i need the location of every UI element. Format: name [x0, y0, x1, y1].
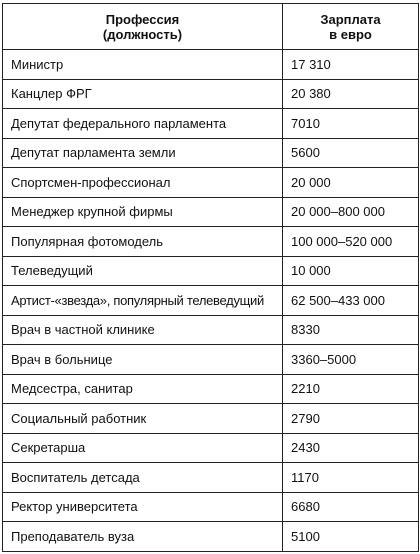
salary-cell: 20 000–800 000: [283, 197, 419, 227]
salary-cell: 62 500–433 000: [283, 286, 419, 316]
salary-cell: 10 000: [283, 256, 419, 286]
profession-cell: Менеджер крупной фирмы: [3, 197, 283, 227]
salary-cell: 2210: [283, 374, 419, 404]
salary-cell: 8330: [283, 315, 419, 345]
table-row: [3, 197, 419, 227]
table-row: [3, 138, 419, 168]
salary-cell: 2790: [283, 404, 419, 434]
table-row: [3, 433, 419, 463]
profession-cell: Врач в больнице: [3, 345, 283, 375]
profession-cell: Канцлер ФРГ: [3, 79, 283, 109]
table-row: [3, 492, 419, 522]
salary-cell: 5100: [283, 522, 419, 552]
table-row: [3, 227, 419, 257]
table-row: [3, 256, 419, 286]
header-salary-line1: Зарплата: [320, 11, 381, 27]
profession-cell: Секретарша: [3, 433, 283, 463]
header-profession-line2: (должность): [102, 26, 183, 42]
salary-cell: 5600: [283, 138, 419, 168]
header-salary-line2: в евро: [329, 26, 372, 42]
salary-cell: 7010: [283, 109, 419, 139]
table-row: [3, 463, 419, 493]
table-row: [3, 522, 419, 552]
table-row: [3, 109, 419, 139]
salary-cell: 3360–5000: [283, 345, 419, 375]
profession-cell: Преподаватель вуза: [3, 522, 283, 552]
salary-cell: 2430: [283, 433, 419, 463]
salary-cell: 6680: [283, 492, 419, 522]
salary-cell: 100 000–520 000: [283, 227, 419, 257]
salary-cell: 20 380: [283, 79, 419, 109]
profession-cell: Депутат парламента земли: [3, 138, 283, 168]
table-row: [3, 315, 419, 345]
table-row: [3, 79, 419, 109]
profession-cell: Ректор университета: [3, 492, 283, 522]
salary-cell: 17 310: [283, 50, 419, 80]
table-row: [3, 374, 419, 404]
table-row: [3, 50, 419, 80]
salary-table: [2, 3, 419, 552]
profession-cell: Спортсмен-профессионал: [3, 168, 283, 198]
profession-cell: Социальный работник: [3, 404, 283, 434]
profession-cell: Врач в частной клинике: [3, 315, 283, 345]
profession-cell: Воспитатель детсада: [3, 463, 283, 493]
header-salary: [283, 4, 419, 50]
profession-cell: Артист-«звезда», популярный телеведущий: [3, 286, 283, 316]
table-row: [3, 345, 419, 375]
salary-cell: 20 000: [283, 168, 419, 198]
profession-cell: Медсестра, санитар: [3, 374, 283, 404]
table-row: [3, 168, 419, 198]
header-profession-line1: Профессия: [105, 11, 180, 27]
table-row: [3, 286, 419, 316]
profession-cell: Популярная фотомодель: [3, 227, 283, 257]
profession-cell: Министр: [3, 50, 283, 80]
header-row: [3, 4, 419, 50]
profession-cell: Депутат федерального парламента: [3, 109, 283, 139]
salary-cell: 1170: [283, 463, 419, 493]
table-row: [3, 404, 419, 434]
profession-cell: Телеведущий: [3, 256, 283, 286]
header-profession: [3, 4, 283, 50]
